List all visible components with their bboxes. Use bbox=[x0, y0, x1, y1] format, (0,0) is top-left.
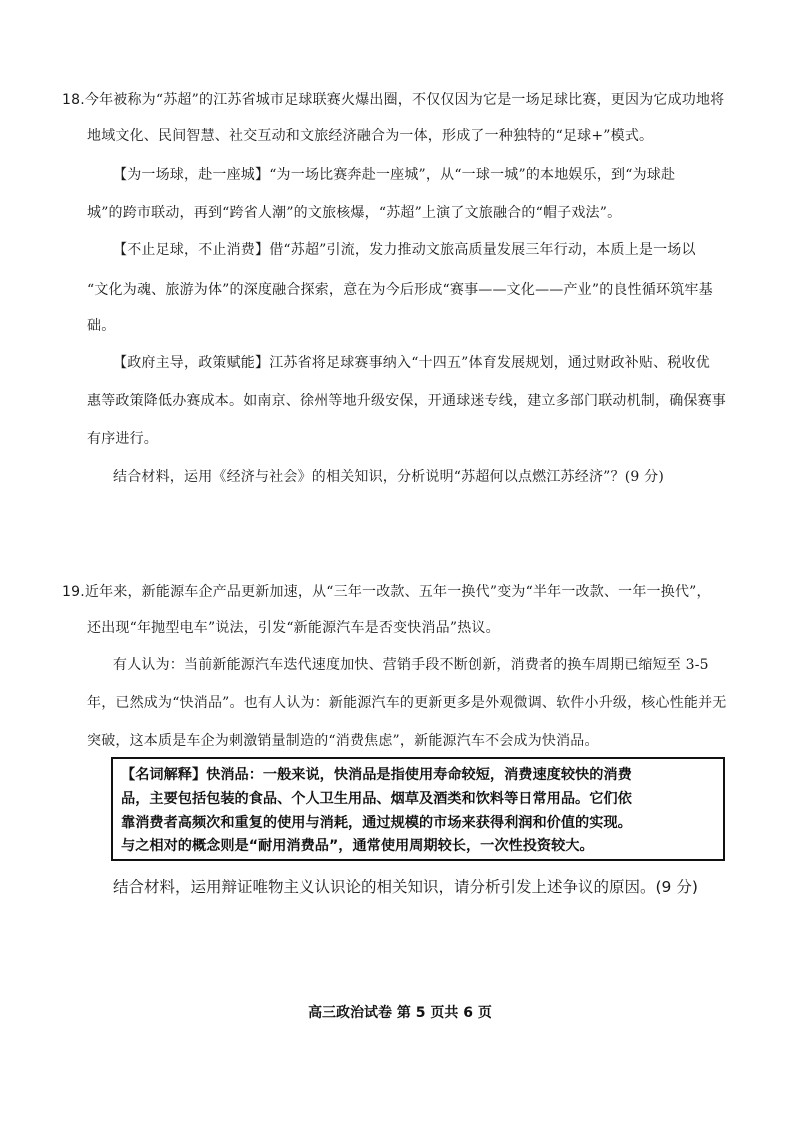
q18-paragraph-1-line-1: 【为一场球，赴一座城】“为一场比赛奔赴一座城”，从“一球一城”的本地娱乐，到“为球赴 bbox=[113, 167, 676, 183]
definition-box bbox=[111, 757, 725, 861]
q18-number: 18. bbox=[62, 92, 85, 108]
q18-paragraph-3-line-1: 【政府主导，政策赋能】江苏省将足球赛事纳入“十四五”体育发展规划，通过财政补贴、税收优 bbox=[113, 355, 710, 371]
q19-intro-line-1: 19.近年来，新能源车企产品更新加速，从“三年一改款、五年一换代”变为“半年一改款、一年一换代”， bbox=[62, 584, 711, 600]
page-footer: 高三政治试卷 第 5 页共 6 页 bbox=[308, 1005, 492, 1021]
q18-paragraph-1-line-2: 城”的跨市联动，再到“跨省人潮”的文旅核爆，“苏超”上演了文旅融合的“帽子戏法”。 bbox=[87, 205, 622, 221]
q19-paragraph-1-line-1: 有人认为：当前新能源汽车迭代速度加快、营销手段不断创新，消费者的换车周期已缩短至 3-5 bbox=[113, 657, 709, 673]
q18-paragraph-3-line-3: 有序进行。 bbox=[87, 431, 158, 447]
q18-intro-line-2: 地域文化、民间智慧、社交互动和文旅经济融合为一体，形成了一种独特的“足球+”模式。 bbox=[87, 128, 654, 144]
q18-paragraph-2-line-2: “文化为魂、旅游为体”的深度融合探索，意在为今后形成“赛事——文化——产业”的良性循环筑牢基 bbox=[87, 282, 713, 298]
definition-line-2: 品，主要包括包装的食品、个人卫生用品、烟草及酒类和饮料等日常用品。它们依 bbox=[121, 791, 632, 807]
q19-paragraph-1-line-2: 年，已然成为“快消品”。也有人认为：新能源汽车的更新更多是外观微调、软件小升级，核心性能并无 bbox=[87, 695, 727, 711]
q19-task: 结合材料，运用辩证唯物主义认识论的相关知识，请分析引发上述争议的原因。(9 分) bbox=[113, 878, 698, 896]
definition-line-4: 与之相对的概念则是“耐用消费品”，通常使用周期较长，一次性投资较大。 bbox=[121, 838, 594, 854]
q19-intro-line-2: 还出现“年抛型电车”说法，引发“新能源汽车是否变快消品”热议。 bbox=[87, 620, 500, 636]
q19-paragraph-1-line-3: 突破，这本质是车企为刺激销量制造的“消费焦虑”，新能源汽车不会成为快消品。 bbox=[87, 733, 599, 749]
q18-paragraph-2-line-1: 【不止足球，不止消费】借“苏超”引流，发力推动文旅高质量发展三年行动，本质上是一场以 bbox=[113, 242, 696, 258]
definition-line-3: 靠消费者高频次和重复的使用与消耗，通过规模的市场来获得利润和价值的实现。 bbox=[121, 815, 632, 831]
q18-task: 结合材料，运用《经济与社会》的相关知识，分析说明“苏超何以点燃江苏经济”？(9 分) bbox=[113, 469, 664, 485]
q19-number: 19. bbox=[62, 584, 85, 600]
q18-intro-line-1: 18.今年被称为“苏超”的江苏省城市足球联赛火爆出圈，不仅仅因为它是一场足球比赛，更因为它成功地将 bbox=[62, 92, 725, 108]
q18-paragraph-3-line-2: 惠等政策降低办赛成本。如南京、徐州等地升级安保，开通球迷专线，建立多部门联动机制，确保赛事 bbox=[87, 393, 726, 409]
definition-line-1: 【名词解释】快消品：一般来说，快消品是指使用寿命较短，消费速度较快的消费 bbox=[121, 767, 632, 783]
q18-paragraph-2-line-3: 础。 bbox=[87, 318, 116, 334]
